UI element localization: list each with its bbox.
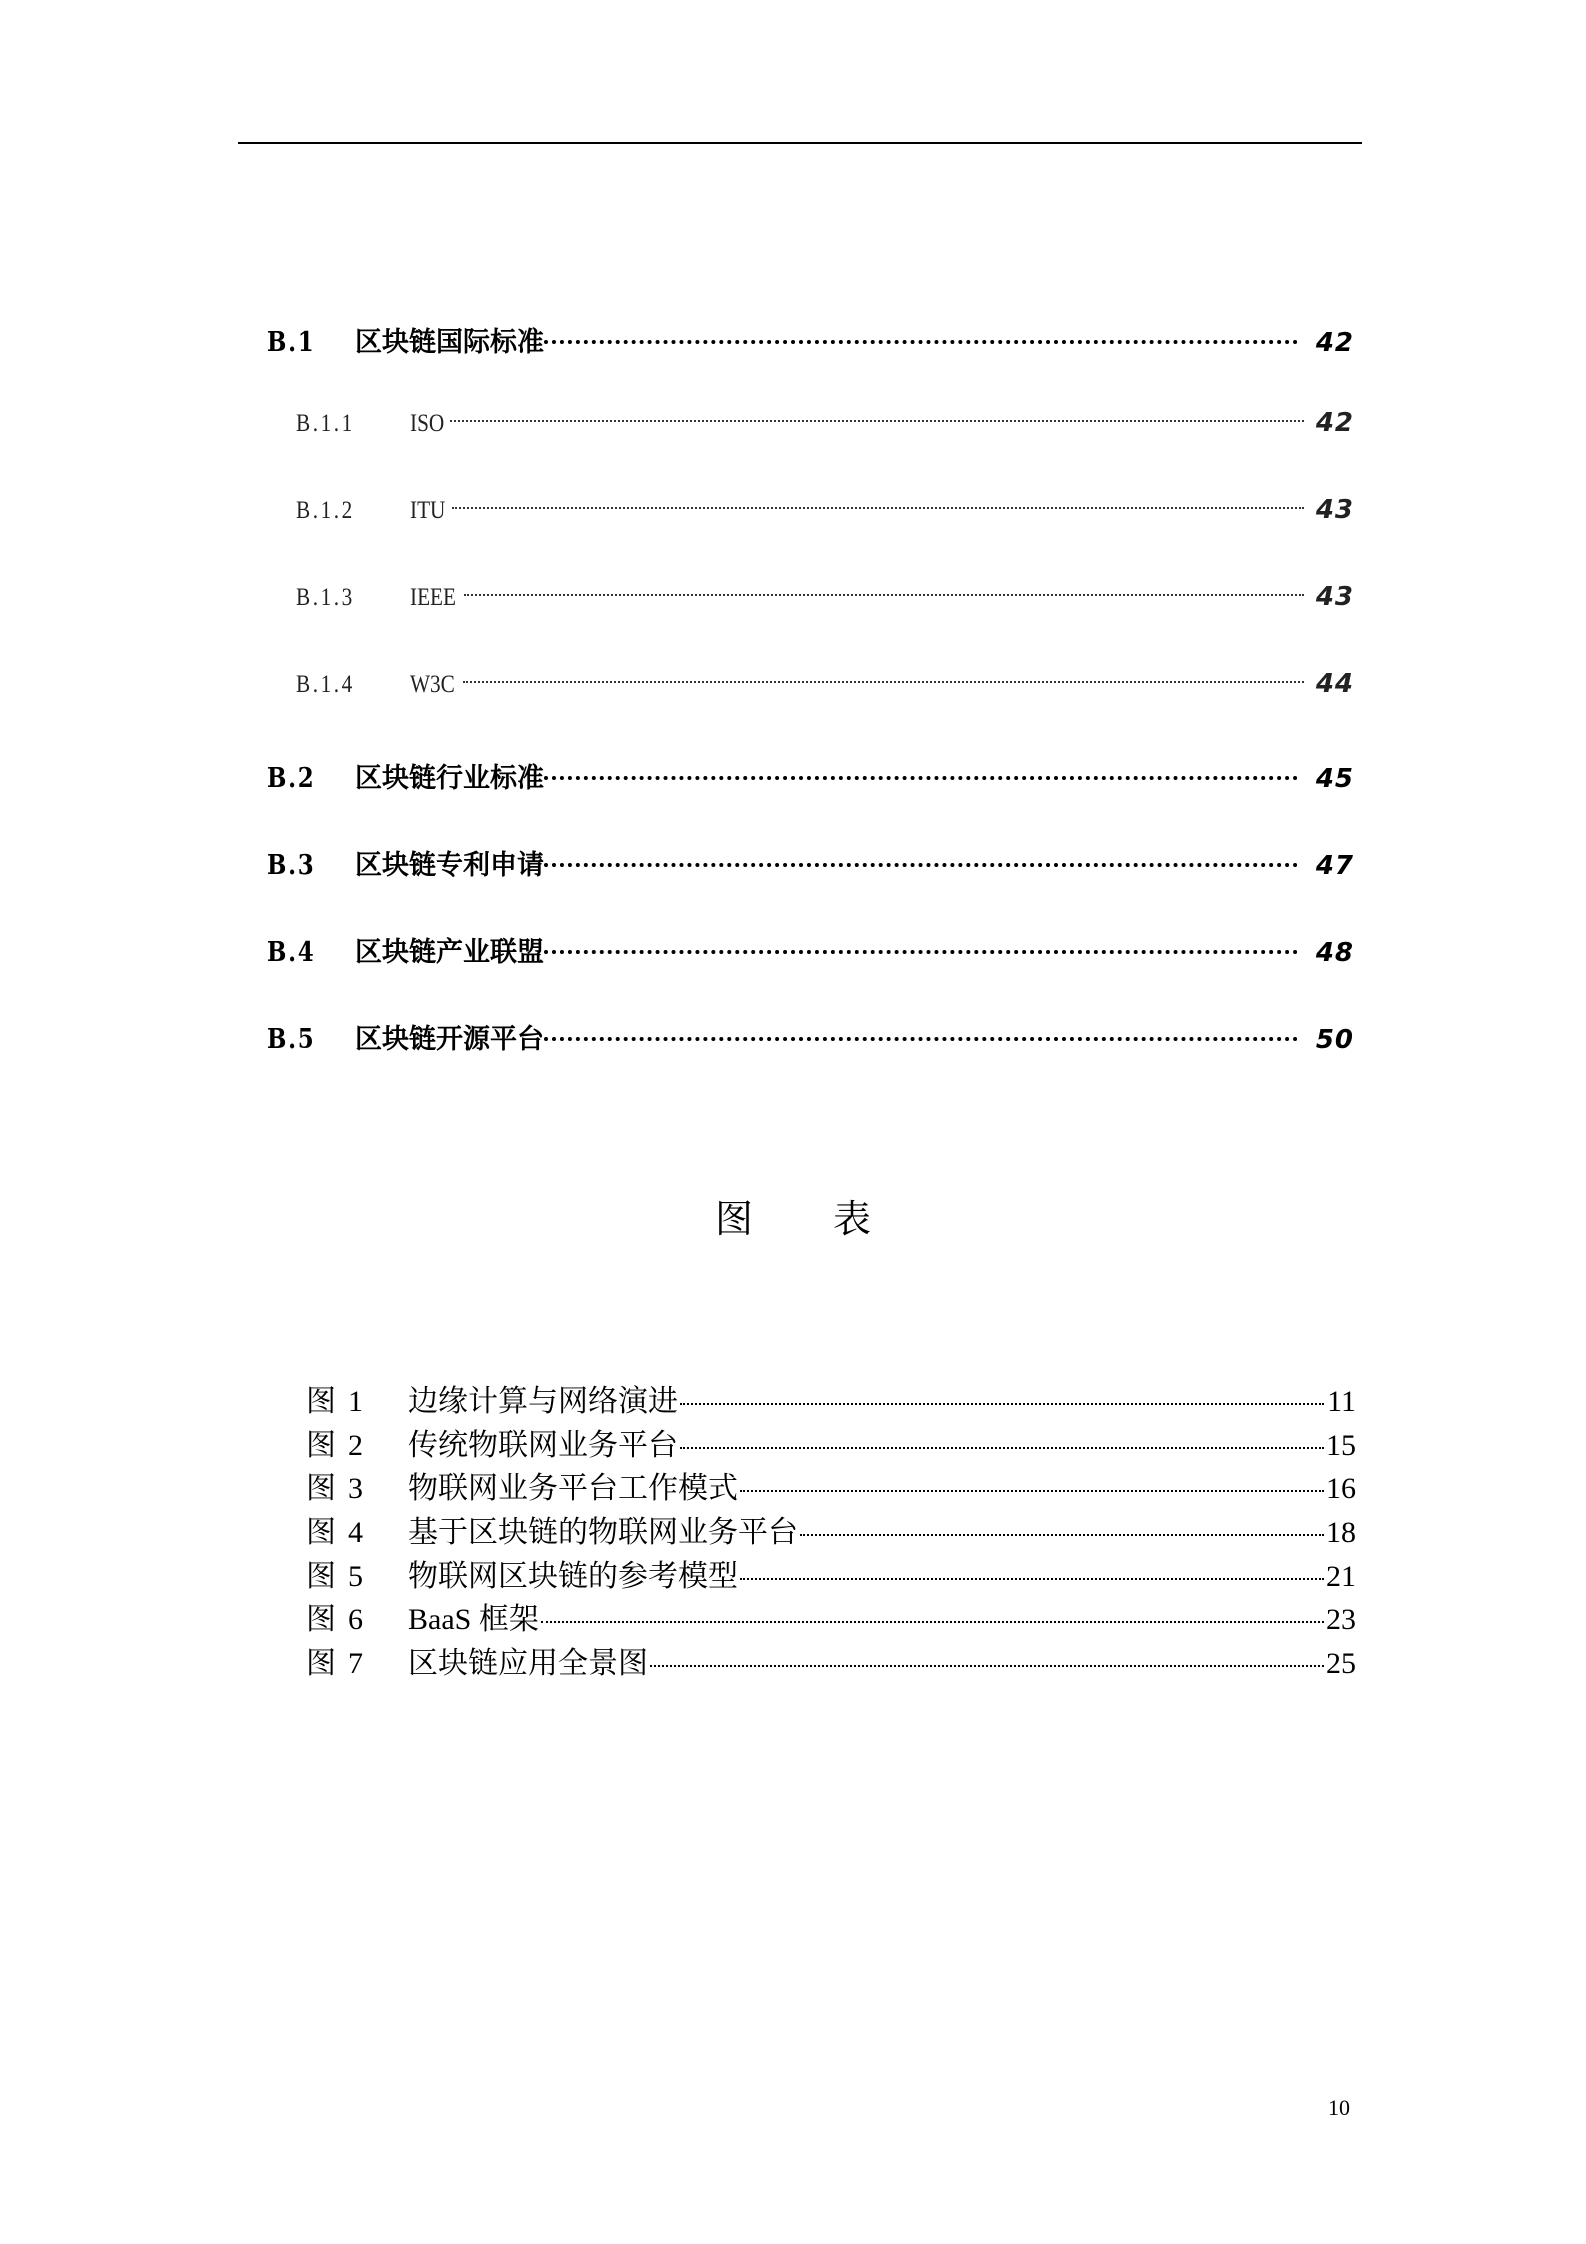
- toc-entry-number: B.4: [267, 937, 316, 968]
- figure-page: 25: [1326, 1647, 1356, 1681]
- figure-list-item[interactable]: [306, 1638, 1356, 1682]
- figure-prefix: 图: [306, 1559, 336, 1593]
- figure-page: 23: [1326, 1603, 1356, 1637]
- toc-entry-title: 区块链开源平台: [355, 1024, 544, 1055]
- figure-list-item[interactable]: [306, 1551, 1356, 1595]
- figure-number: 4: [348, 1516, 363, 1550]
- figure-prefix: 图: [306, 1385, 336, 1418]
- figure-list-item[interactable]: [306, 1463, 1356, 1507]
- header-rule: [238, 142, 1362, 144]
- toc-entry-number: B.1.2: [296, 497, 355, 524]
- dot-leader: [464, 594, 1304, 596]
- figures-heading-char: 图: [714, 1197, 753, 1241]
- toc-entry-page: 47: [1315, 851, 1354, 881]
- toc-entry-number: B.1.3: [296, 584, 355, 611]
- figure-page: 18: [1326, 1516, 1356, 1550]
- toc-entry[interactable]: [267, 756, 1354, 796]
- figure-prefix: 图: [306, 1472, 336, 1506]
- figure-number: 3: [348, 1472, 363, 1506]
- figure-title: 基于区块链的物联网业务平台: [408, 1516, 798, 1550]
- toc-entry-page: 43: [1315, 495, 1354, 525]
- toc-entry-page: 45: [1315, 764, 1354, 794]
- figure-title: 物联网区块链的参考模型: [408, 1559, 738, 1593]
- figure-page: 16: [1326, 1472, 1356, 1506]
- dot-leader: [650, 1665, 1324, 1667]
- toc-entry-title: 区块链行业标准: [355, 763, 544, 794]
- toc-entry-title: W3C: [410, 671, 455, 698]
- figure-list-item[interactable]: [306, 1594, 1356, 1638]
- toc-entry-page: 42: [1315, 328, 1354, 358]
- toc-entry[interactable]: [267, 320, 1354, 360]
- toc-entry-title: ITU: [410, 497, 446, 524]
- dot-leader: [544, 1037, 1298, 1041]
- toc-entry-page: 44: [1315, 669, 1354, 699]
- dot-leader: [740, 1490, 1324, 1492]
- figure-page: 21: [1326, 1559, 1356, 1593]
- dot-leader: [541, 1621, 1324, 1623]
- dot-leader: [450, 420, 1304, 422]
- dot-leader: [544, 863, 1298, 867]
- figure-prefix: 图: [306, 1603, 336, 1637]
- toc-entry-title: 区块链专利申请: [355, 850, 544, 881]
- toc-entry[interactable]: [267, 930, 1354, 970]
- figure-prefix: 图: [306, 1516, 336, 1550]
- toc-entry[interactable]: [267, 1017, 1354, 1057]
- toc-entry-page: 50: [1315, 1025, 1354, 1055]
- toc-entry-title: 区块链产业联盟: [355, 937, 544, 968]
- toc-entry-page: 42: [1315, 408, 1354, 438]
- dot-leader: [544, 776, 1298, 780]
- dot-leader: [544, 340, 1298, 344]
- toc-entry-title: ISO: [410, 410, 445, 437]
- figures-heading: [0, 1188, 1586, 1243]
- dot-leader: [544, 950, 1298, 954]
- toc-entry-number: B.1.1: [296, 410, 355, 437]
- figure-number: 2: [348, 1428, 363, 1462]
- figure-page: 15: [1326, 1428, 1356, 1462]
- figure-title: 边缘计算与网络演进: [408, 1385, 678, 1418]
- toc-entry-number: B.1: [267, 327, 316, 358]
- toc-entry[interactable]: [296, 495, 1354, 535]
- figure-title: 传统物联网业务平台: [408, 1428, 678, 1462]
- figure-list: [306, 1376, 1356, 1682]
- figure-page: 11: [1327, 1385, 1356, 1418]
- figure-number: 1: [348, 1385, 363, 1418]
- dot-leader: [463, 681, 1304, 683]
- figure-number: 5: [348, 1559, 363, 1593]
- toc-entry[interactable]: [296, 408, 1354, 448]
- toc-entry-page: 43: [1315, 582, 1354, 612]
- figure-list-item[interactable]: [306, 1376, 1356, 1420]
- page-number: 10: [1328, 2095, 1350, 2120]
- figure-list-item[interactable]: [306, 1507, 1356, 1551]
- toc-entry-number: B.3: [267, 850, 316, 881]
- dot-leader: [680, 1447, 1324, 1449]
- dot-leader: [800, 1534, 1324, 1536]
- toc-entry-page: 48: [1315, 938, 1354, 968]
- toc-entry-title: IEEE: [410, 584, 457, 611]
- figure-number: 7: [348, 1647, 363, 1681]
- toc-entry[interactable]: [296, 669, 1354, 709]
- dot-leader: [680, 1403, 1324, 1405]
- toc-entry[interactable]: [296, 582, 1354, 622]
- figure-list-item[interactable]: [306, 1420, 1356, 1464]
- dot-leader: [740, 1578, 1324, 1580]
- figure-number: 6: [348, 1603, 363, 1637]
- figure-prefix: 图: [306, 1428, 336, 1462]
- dot-leader: [452, 507, 1304, 509]
- toc-entry-number: B.2: [267, 763, 316, 794]
- toc-entry-number: B.5: [267, 1024, 316, 1055]
- toc-entry[interactable]: [267, 843, 1354, 883]
- figures-heading-char: 表: [833, 1197, 872, 1241]
- toc-entry-number: B.1.4: [296, 671, 355, 698]
- figure-title: 区块链应用全景图: [408, 1647, 648, 1681]
- figure-prefix: 图: [306, 1647, 336, 1681]
- toc-entry-title: 区块链国际标准: [355, 327, 544, 358]
- figure-title: BaaS 框架: [408, 1603, 539, 1637]
- figure-title: 物联网业务平台工作模式: [408, 1472, 738, 1506]
